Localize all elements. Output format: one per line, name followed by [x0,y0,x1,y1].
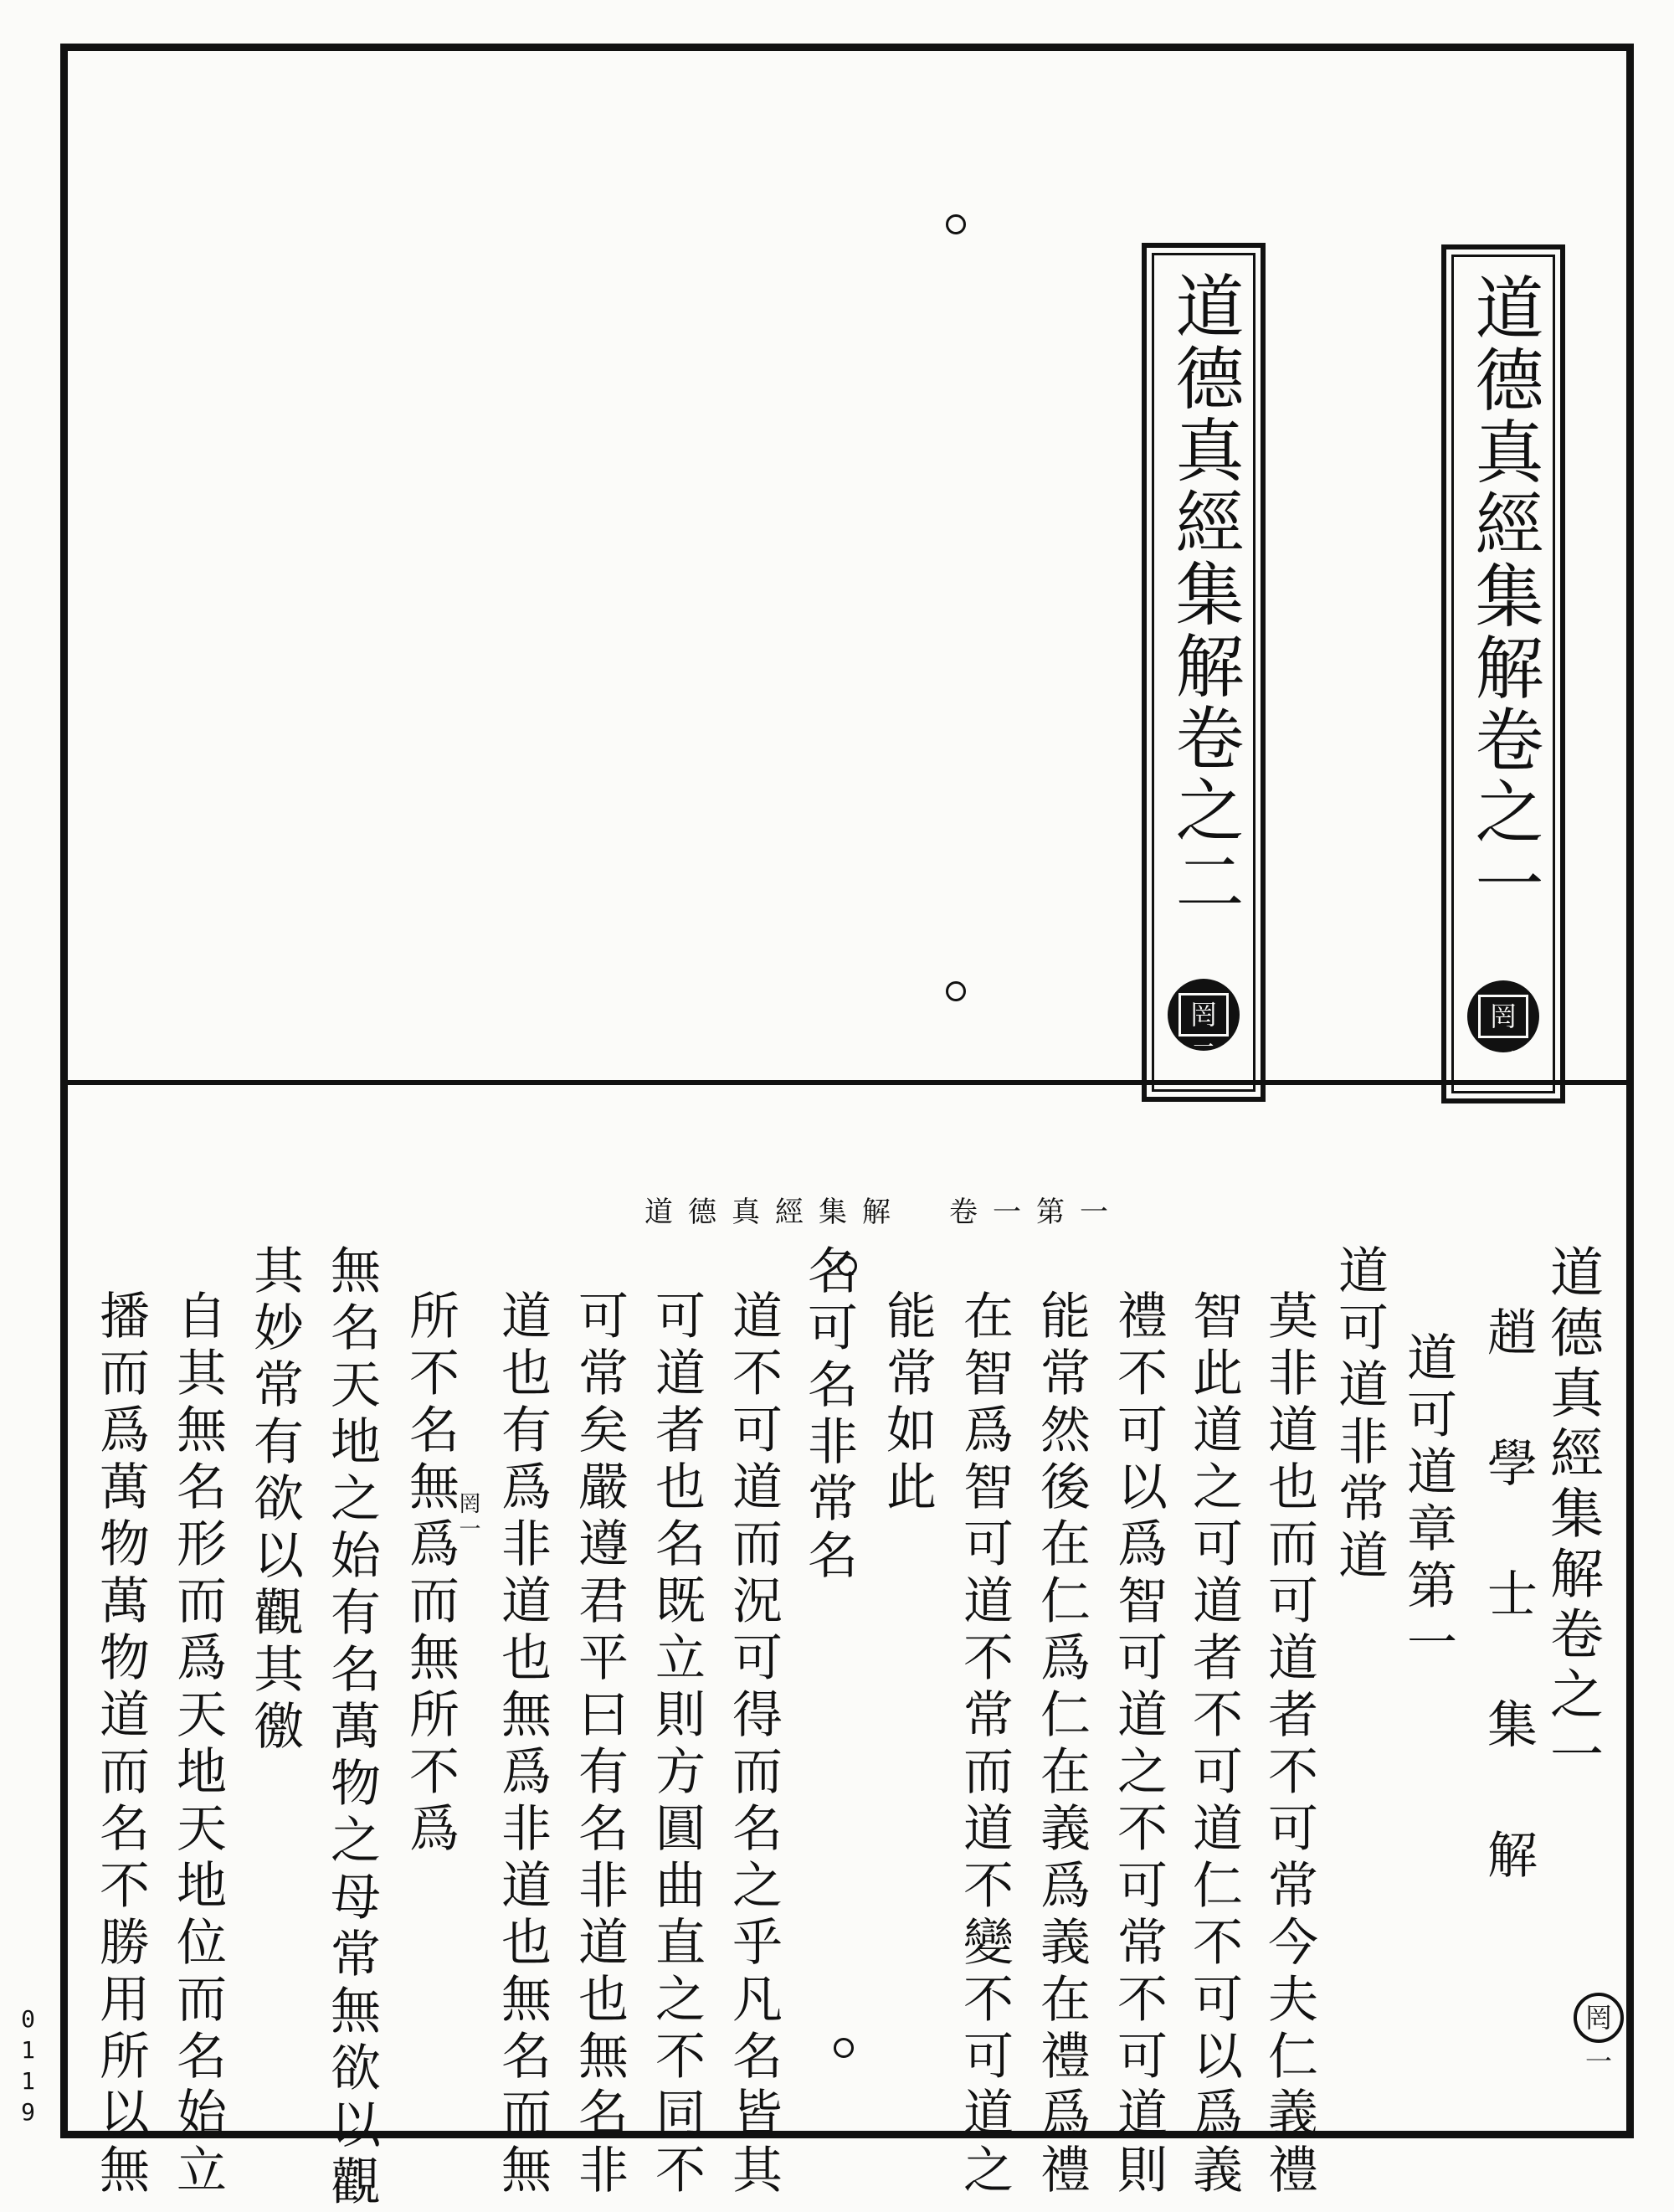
text-column-17: 無名天地之始有名萬物之母常無欲以觀 [322,1244,381,2212]
volume-label-2-seal: 罔二 [1178,993,1229,1037]
text-column-8: 能常然後在仁爲仁在義爲義在禮爲禮 [1032,1289,1091,2200]
volume-label-1-seal: 罔一 [1478,995,1528,1038]
text-column-7: 禮不可以爲智可道之不可常不可道則 [1109,1289,1168,2200]
text-column-6: 智此道之可道者不可道仁不可以爲義 [1184,1289,1243,2200]
running-header: 道德真經集解 卷一第一 [644,1196,1123,1229]
text-column-4: 道可道非常道 [1330,1244,1389,1586]
page-seal: 罔一 [1574,1993,1624,2043]
text-column-11: 名可名非常名 [799,1244,858,1586]
page-number: 0119 [14,2005,42,2129]
text-column-15: 道也有爲非道也無爲非道也無名而無 [493,1289,552,2200]
seal-icon [1467,980,1539,1071]
text-column-2: 趙學士集解 [1479,1306,1538,1959]
volume-label-2 [1142,243,1266,1102]
text-column-5: 莫非道也而可道者不可常今夫仁義禮 [1260,1289,1318,2200]
half-divider [60,1080,1634,1085]
text-column-19: 自其無名形而爲天地天地位而名始立 [168,1289,227,2200]
circle-mark-icon [837,1256,857,1276]
circle-mark-icon [834,2038,854,2058]
text-column-9: 在智爲智可道不常而道不變不可道之 [955,1289,1014,2200]
text-column-18: 其妙常有欲以觀其徼 [245,1244,304,1757]
margin-mark: 罔一 [455,1492,480,1542]
volume-label-1 [1441,244,1565,1103]
binding-hole-icon [946,214,966,234]
text-column-1: 道德真經集解卷之一 [1541,1244,1603,1787]
seal-icon [1168,979,1240,1069]
page-frame [60,44,1634,2138]
text-column-13: 可道者也名既立則方圓曲直之不同不 [647,1289,706,2200]
text-column-20: 播而爲萬物萬物道而名不勝用所以無 [91,1289,150,2200]
volume-label-1-title: 道德真經集解卷之一 [1464,272,1543,920]
text-column-14: 可常矣嚴遵君平曰有名非道也無名非 [570,1289,629,2200]
text-column-12: 道不可道而況可得而名之乎凡名皆其 [724,1289,783,2200]
volume-label-2-title: 道德真經集解卷之二 [1164,270,1244,918]
text-column-10: 能常如此 [878,1289,937,1517]
text-column-3: 道可道章第一 [1399,1331,1457,1673]
text-column-16: 所不名無爲而無所不爲 [401,1289,460,1859]
binding-hole-icon [946,981,966,1001]
